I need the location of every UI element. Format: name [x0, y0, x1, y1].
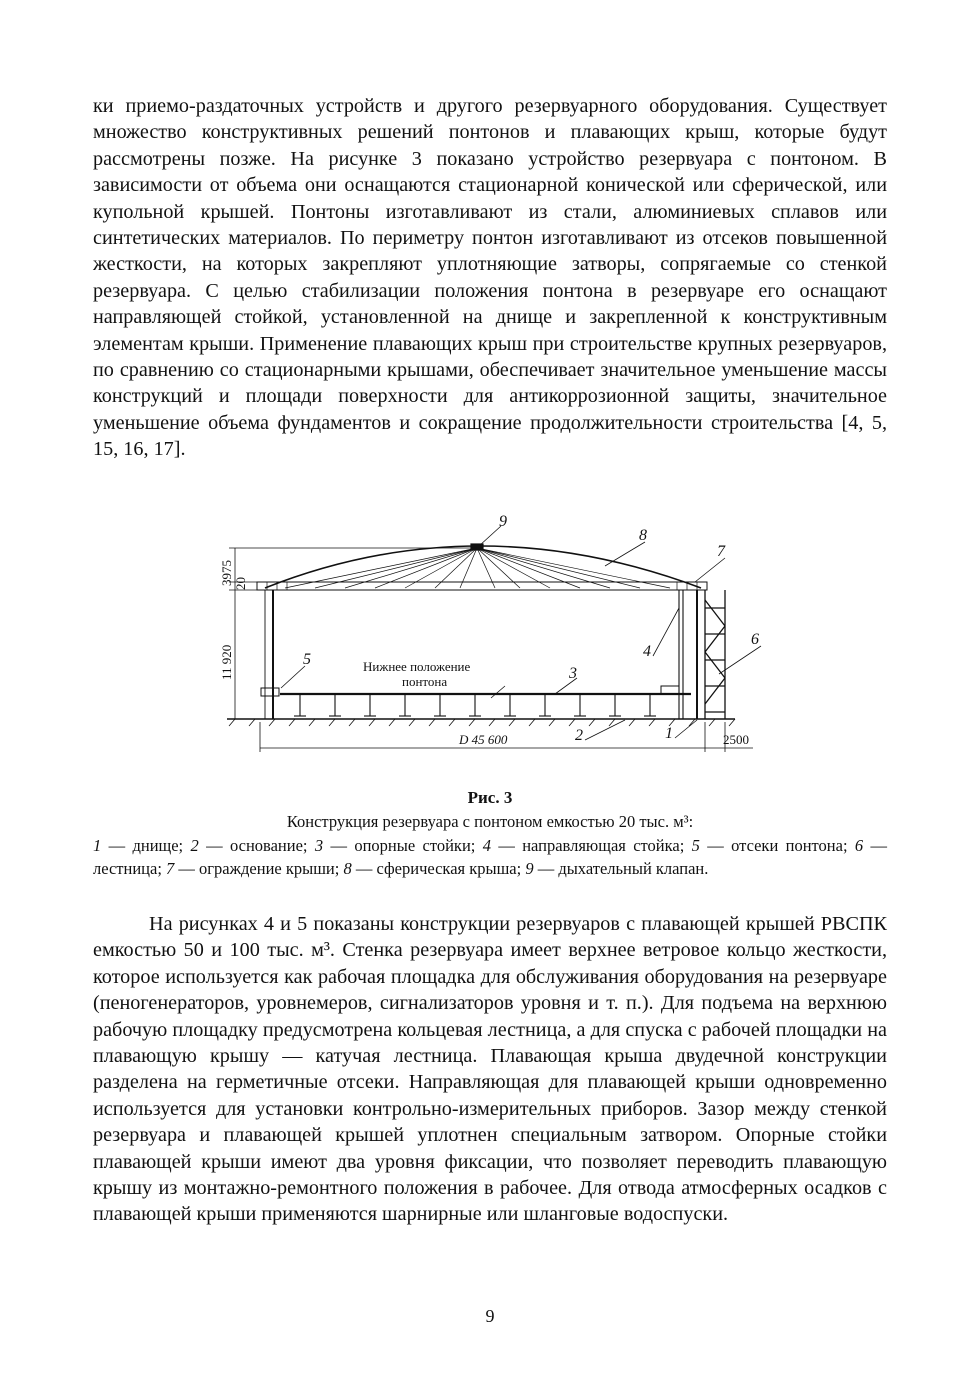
legend-text: — опорные стойки; — [323, 836, 483, 855]
callout-4: 4 — [643, 643, 651, 660]
pontoon-compartment-left — [261, 688, 279, 696]
legend-text: — основание; — [198, 836, 315, 855]
legend-number: 3 — [314, 836, 324, 855]
pontoon-compartment-right — [661, 686, 679, 694]
legend-text: — сферическая крыша; — [351, 858, 526, 878]
callout-6: 6 — [751, 631, 759, 648]
callout-1: 1 — [665, 725, 673, 742]
legend-text: — днище; — [101, 836, 191, 855]
legend-number: 2 — [190, 836, 199, 855]
legend-text: — лестница; — [93, 836, 888, 878]
figure-legend — [93, 835, 887, 880]
dim-wall-height: 11 920 — [219, 644, 234, 680]
callout-8: 8 — [639, 527, 647, 544]
pontoon-note-line2: понтона — [402, 674, 448, 689]
legend-number: 6 — [854, 836, 864, 855]
legend-number: 9 — [525, 858, 534, 878]
legend-number: 4 — [482, 836, 491, 855]
callout-7: 7 — [717, 543, 725, 560]
body-paragraph-2: На рисунках 4 и 5 показаны конструкции резервуаров с плавающей крышей РВСПК емкостью 50 и 100 тыс. м³. Стенка резервуара имеет верхнее ветровое кольцо жесткости, которое используется как рабочая площадка для обслуживания оборудования на резервуаре (пеногенераторов, уровнемеров, сигнализаторов уровня и т. п.). Для подъема на верхнюю рабочую площадку предусмотрена кольцевая лестница, а для спуска с рабочей площадки на плавающую крышу — катучая лестница. Плавающая крыша двудечной конструкции разделена на герметичные отсеки. Направляющая для плавающей крыши одновременно используется для установки контрольно-измерительных приборов. Зазор между стенкой резервуара и плавающей крышей уплотнен специальным затвором. Опорные стойки плавающей крыши имеют два уровня фиксации, что позволяет переводить плавающую крышу из монтажно-ремонтного положения в рабочее. Для отвода атмосферных осадков с плавающей крыши применяются шарнирные или шланговые водоспуски. — [93, 913, 887, 1226]
legend-text: — дыхательный клапан. — [533, 858, 709, 878]
dim-offset: 2500 — [723, 732, 749, 747]
legend-text: — ограждение крыши; — [174, 858, 344, 878]
ground-hatching — [229, 719, 735, 726]
dim-roof-height: 3975 — [219, 560, 234, 586]
dim-small: 20 — [233, 577, 248, 590]
legend-number: 8 — [343, 858, 352, 878]
callout-2: 2 — [575, 727, 583, 744]
body-paragraph-1: ки приемо-раздаточных устройств и другого резервуарного оборудования. Существует множество конструктивных решений понтонов и плавающих крыш, которые будут рассмотрены позже. На рисунке 3 показано устройство резервуара с понтоном. В зависимости от объема они оснащаются стационарной конической или сферической, или купольной крышей. Понтоны изготавливают из стали, алюминиевых сплавов или синтетических материалов. По периметру понтон изготавливают из отсеков повышенной жесткости, на которых закрепляют уплотняющие затворы, сопрягаемые со стенкой резервуара. С целью стабилизации положения понтона в резервуаре его оснащают направляющей стойкой, установленной на днище и закрепленной к конструктивным элементам крыши. Применение плавающих крыш при строительстве крупных резервуаров, по сравнению со стационарными крышами, обеспечивает значительное уменьшение массы конструкций и площади поверхности для антикоррозионной защиты, значительное уменьшение объема фундаментов и сокращение продолжительности строительства [4, 5, 15, 16, 17]. — [93, 95, 887, 461]
stairway — [705, 590, 725, 719]
legend-text: — направляющая стойка; — [490, 836, 692, 855]
callout-9: 9 — [499, 513, 507, 530]
figure-caption: Конструкция резервуара с понтоном емкостью 20 тыс. м³: — [286, 812, 694, 831]
legend-text: — отсеки понтона; — [699, 836, 855, 855]
callout-leaders — [281, 526, 761, 740]
callout-5: 5 — [303, 651, 311, 668]
breathing-valve — [471, 544, 483, 550]
figure-title: Рис. 3 — [467, 788, 513, 807]
legend-number: 5 — [691, 836, 700, 855]
legend-number: 1 — [93, 836, 102, 855]
page-number: 9 — [485, 1306, 495, 1326]
support-legs — [294, 694, 656, 716]
callout-3: 3 — [569, 665, 577, 682]
tank-diagram — [205, 508, 775, 758]
dim-diameter: D 45 600 — [459, 732, 508, 747]
pontoon-note-line1: Нижнее положение — [363, 659, 471, 674]
legend-number: 7 — [166, 858, 175, 878]
